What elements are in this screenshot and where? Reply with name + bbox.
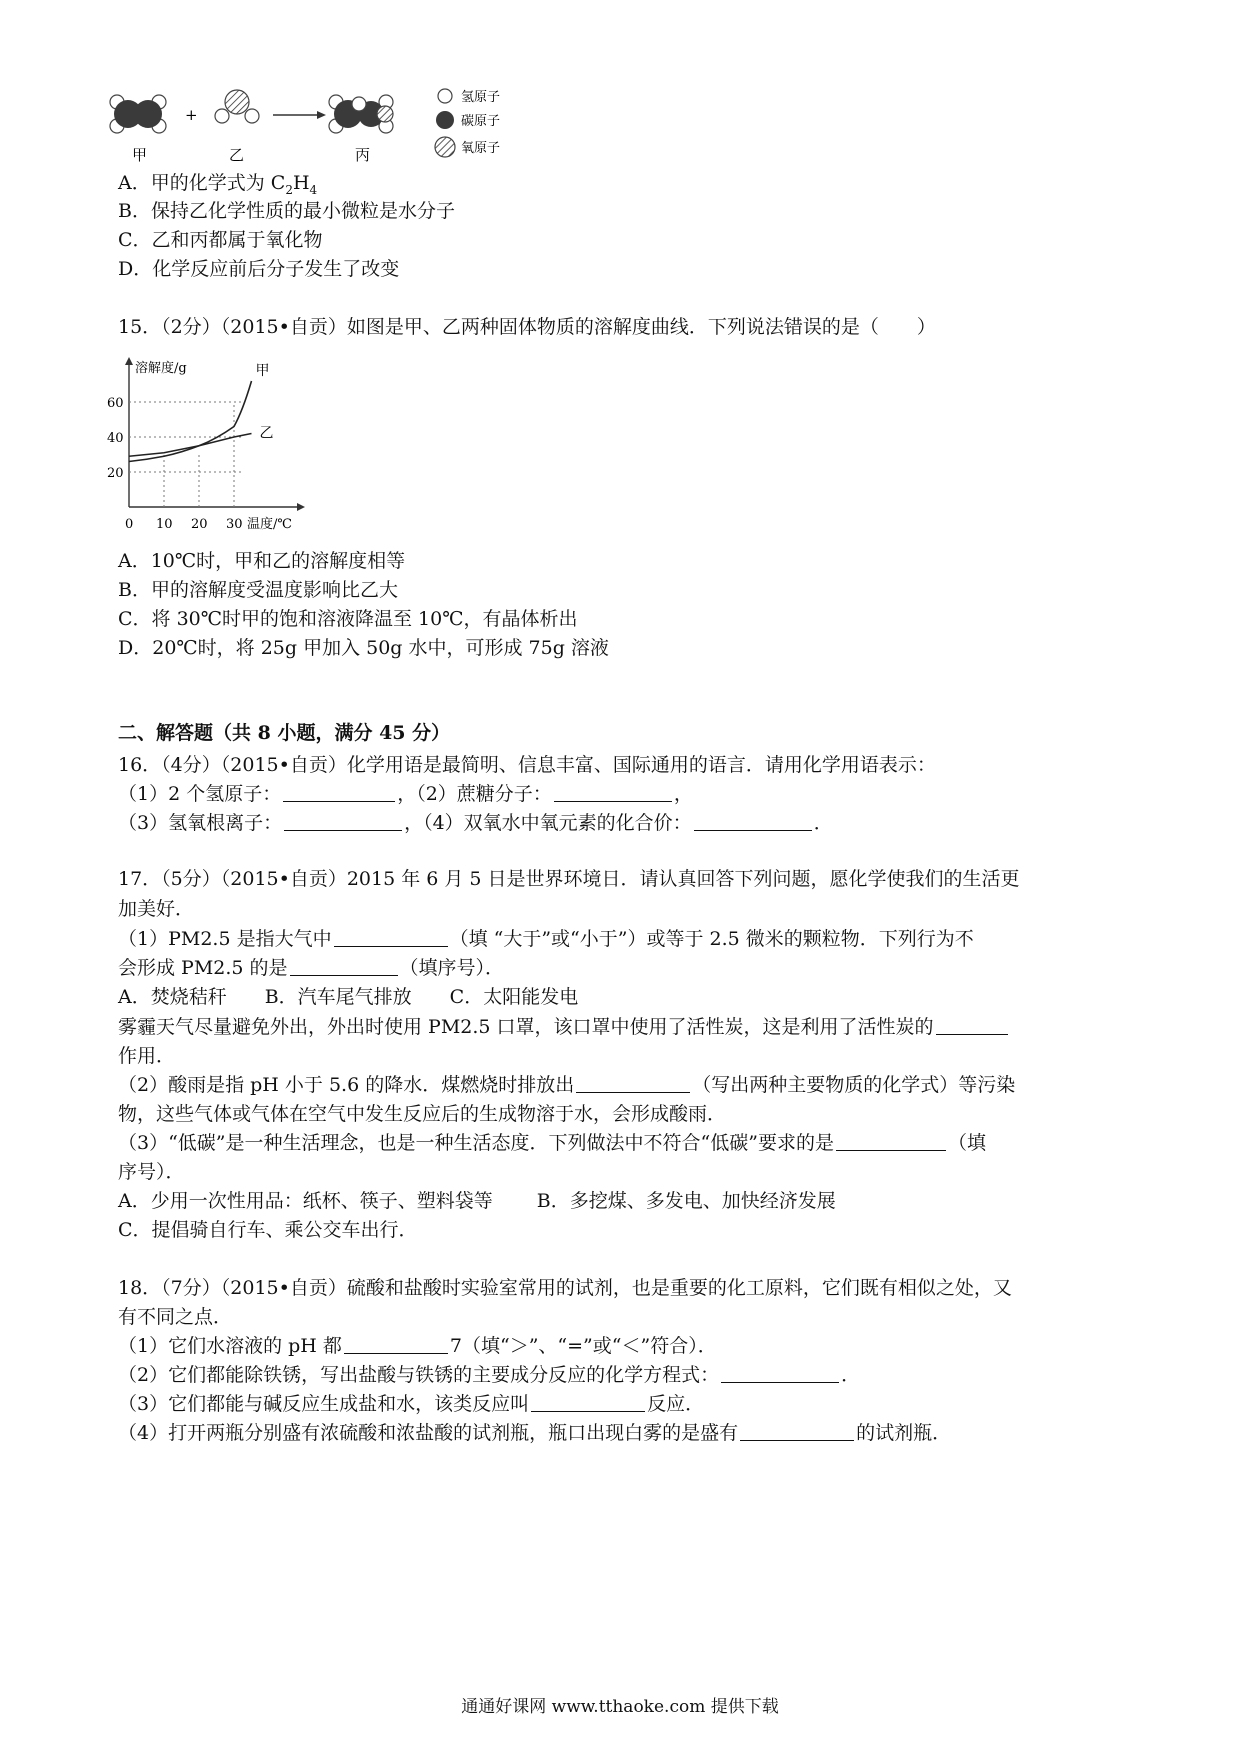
q17-line-7: 作用． — [118, 1045, 176, 1067]
answer-blank[interactable] — [836, 1130, 946, 1151]
diagram-legend — [435, 89, 500, 157]
answer-blank[interactable] — [721, 1362, 839, 1383]
q17-line-10: （3）“低碳”是一种生活理念，也是一种生活态度．下列做法中不符合“低碳”要求的是 （填 — [118, 1132, 986, 1154]
series-label: 甲 — [255, 363, 270, 379]
legend-hydrogen: 氢原子 — [461, 90, 501, 105]
answer-blank[interactable] — [334, 926, 448, 947]
x-axis-label: 温度/℃ — [247, 517, 292, 532]
x-tick-label: 30 — [226, 517, 243, 532]
answer-blank[interactable] — [290, 955, 398, 976]
y-tick-label: 20 — [107, 466, 124, 481]
chart-frame — [125, 357, 305, 511]
q15-option-d: D．20℃时，将 25g 甲加入 50g 水中，可形成 75g 溶液 — [118, 637, 609, 659]
answer-blank[interactable] — [576, 1072, 690, 1093]
y-tick-label: 60 — [107, 396, 124, 411]
solubility-chart — [105, 355, 320, 540]
molecule-jia — [110, 95, 166, 133]
x-tick-label: 10 — [156, 517, 173, 532]
series-label: 乙 — [259, 425, 274, 442]
q17-line-9: 物，这些气体或气体在空气中发生反应后的生成物溶于水，会形成酸雨． — [118, 1103, 727, 1125]
q18-line-2: 有不同之点． — [118, 1306, 233, 1328]
q17-line-1: 17．（5分）（2015•自贡）2015 年 6 月 5 日是世界环境日．请认真回答下列问题，愿化学使我们的生活更 — [118, 868, 1020, 890]
q18-line-3: （1）它们水溶液的 pH 都 7（填“＞”、“=”或“＜”符合）． — [118, 1335, 717, 1357]
q14-option-b: B．保持乙化学性质的最小微粒是水分子 — [118, 200, 455, 222]
q17-line-3: （1）PM2.5 是指大气中 （填 “大于”或“小于”）或等于 2.5 微米的颗粒物．下列行为不 — [118, 928, 974, 950]
legend-carbon: 碳原子 — [461, 114, 501, 129]
answer-blank[interactable] — [936, 1014, 1008, 1035]
molecule-bing — [329, 95, 393, 133]
y-tick-label: 40 — [107, 431, 124, 446]
answer-blank[interactable] — [554, 781, 672, 802]
x-tick-label: 20 — [191, 517, 208, 532]
reaction-diagram — [105, 82, 535, 172]
page-footer: 通通好课网 www.tthaoke.com 提供下载 — [461, 1697, 779, 1717]
y-axis-label: 溶解度/g — [135, 361, 187, 376]
answer-blank[interactable] — [694, 810, 812, 831]
answer-blank[interactable] — [344, 1333, 448, 1354]
q17-line-6: 雾霾天气尽量避免外出，外出时使用 PM2.5 口罩，该口罩中使用了活性炭，这是利用了活性炭的 — [118, 1014, 1010, 1040]
q17-line-5: A．焚烧秸秆 B．汽车尾气排放 C．太阳能发电 — [118, 986, 579, 1008]
q17-line-2: 加美好． — [118, 898, 195, 920]
q17-line-13: C．提倡骑自行车、乘公交车出行． — [118, 1219, 418, 1241]
answer-blank[interactable] — [284, 810, 402, 831]
q15-option-b: B．甲的溶解度受温度影响比乙大 — [118, 579, 398, 601]
answer-blank[interactable] — [283, 781, 395, 802]
answer-blank[interactable] — [740, 1420, 854, 1441]
q16-stem: 16．（4分）（2015•自贡）化学用语是最简明、信息丰富、国际通用的语言．请用化学用语表示： — [118, 754, 936, 776]
molecule-yi — [215, 90, 259, 123]
q14-option-d: D．化学反应前后分子发生了改变 — [118, 258, 400, 280]
series-line-jia — [129, 381, 252, 462]
answer-blank[interactable] — [531, 1391, 645, 1412]
q18-line-6: （4）打开两瓶分别盛有浓硫酸和浓盐酸的试剂瓶，瓶口出现白雾的是盛有 的试剂瓶． — [118, 1422, 952, 1444]
q17-line-12: A．少用一次性用品：纸杯、筷子、塑料袋等 B．多挖煤、多发电、加快经济发展 — [118, 1190, 836, 1212]
arrow-icon — [273, 111, 326, 119]
q14-option-c: C．乙和丙都属于氧化物 — [118, 229, 323, 251]
q14-option-a: A．甲的化学式为 $C_2H_4$ — [118, 172, 318, 197]
q15-stem: 15．（2分）（2015•自贡）如图是甲、乙两种固体物质的溶解度曲线．下列说法错误的是（ ） — [118, 316, 936, 338]
q18-line-5: （3）它们都能与碱反应生成盐和水，该类反应叫 反应． — [118, 1393, 705, 1415]
plus-sign: + — [185, 106, 198, 124]
q18-line-4: （2）它们都能除铁锈，写出盐酸与铁锈的主要成分反应的化学方程式： ． — [118, 1364, 861, 1386]
chart-ticks — [107, 396, 243, 532]
q17-line-11: 序号）． — [118, 1161, 185, 1183]
section-heading: 二、解答题（共 8 小题，满分 45 分） — [118, 722, 451, 744]
q15-option-c: C．将 30℃时甲的饱和溶液降温至 10℃，有晶体析出 — [118, 608, 578, 630]
q18-line-1: 18．（7分）（2015•自贡）硫酸和盐酸时实验室常用的试剂，也是重要的化工原料，它们既有相似之处，又 — [118, 1277, 1012, 1299]
legend-oxygen: 氧原子 — [461, 141, 501, 156]
q16-part-2: （3）氢氧根离子： ，（4）双氧水中氧元素的化合价： ． — [118, 812, 833, 834]
label-bing: 丙 — [355, 146, 371, 164]
q17-line-4: 会形成 PM2.5 的是 （填序号）． — [118, 957, 505, 979]
chart-series — [129, 363, 274, 462]
q16-part-1: （1）2 个氢原子： ，（2）蔗糖分子： ， — [118, 783, 693, 805]
label-yi: 乙 — [229, 146, 245, 164]
label-jia: 甲 — [132, 146, 148, 164]
q15-option-a: A．10℃时，甲和乙的溶解度相等 — [118, 550, 406, 572]
q17-line-8: （2）酸雨是指 pH 小于 5.6 的降水．煤燃烧时排放出 （写出两种主要物质的化学式）等污染 — [118, 1074, 1016, 1096]
x-tick-label: 0 — [125, 517, 134, 532]
